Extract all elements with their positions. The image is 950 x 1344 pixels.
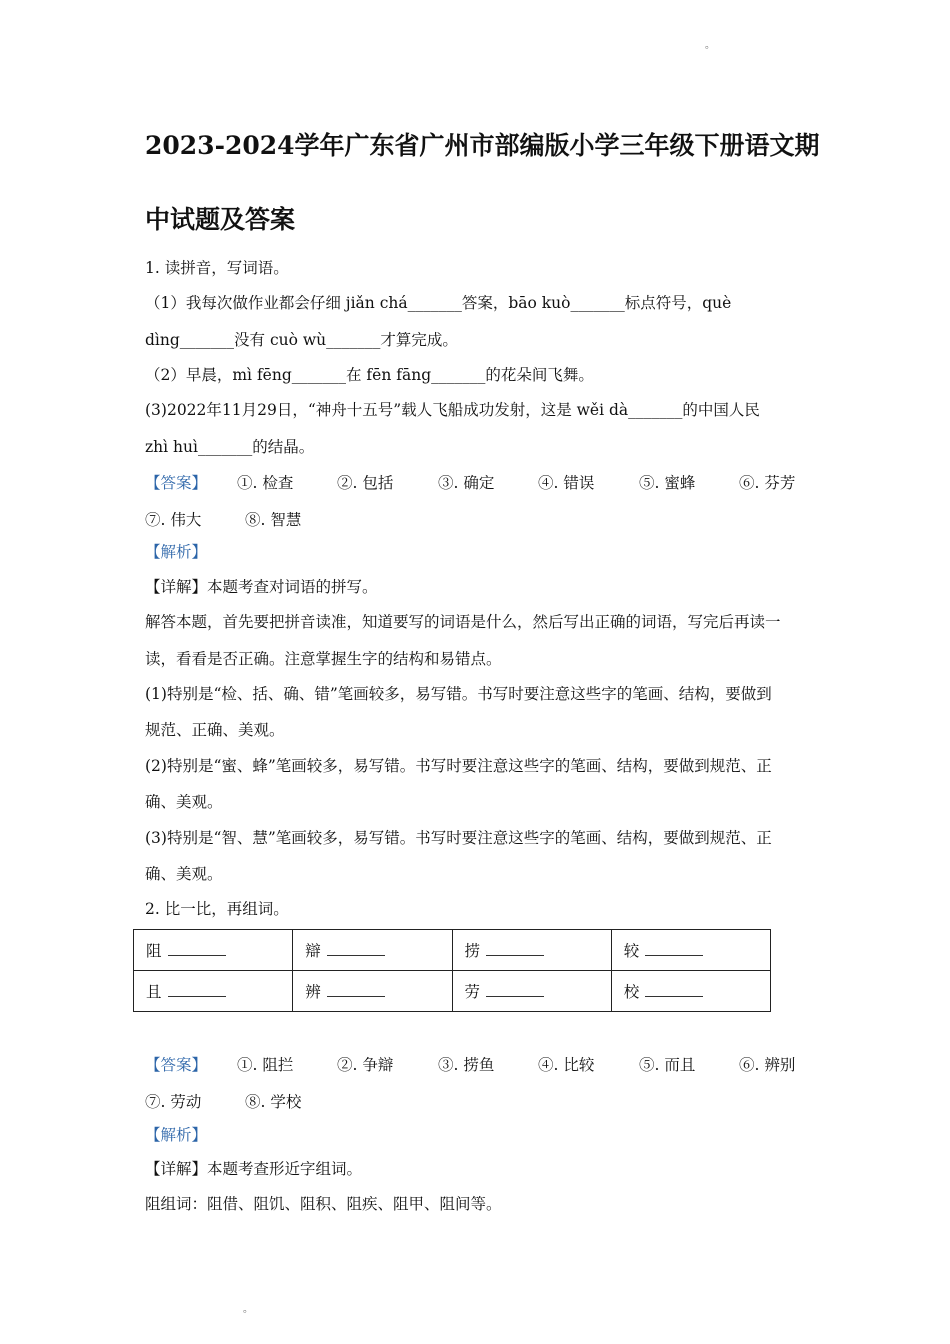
q1-para-4a: (3)特别是“智、慧”笔画较多，易写错。书写时要注意这些字的笔画、结构，要做到规范、正 [145,829,772,847]
q1-line-1: （1）我每次做作业都会仔细 jiǎn chá_______答案，bāo kuò_______标点符号，què [145,294,732,312]
answer-item: ⑤. 而且 [639,1056,696,1074]
table-cell [452,971,611,1012]
q1-line-4: (3)2022年11月29日，“神舟十五号”载人飞船成功发射，这是 wěi dà_______的中国人民 [145,401,760,419]
q1-line-5: zhì huì_______的结晶。 [145,438,315,456]
answer-blank [486,943,544,956]
table-row [134,971,771,1012]
q2-heading: 2. 比一比，再组词。 [145,900,289,918]
answer-item: ①. 检查 [237,474,294,492]
title-line-2: 中试题及答案 [145,205,296,234]
answer-label: 【答案】 [145,474,208,492]
footer-dot: 。 [243,1304,253,1315]
title-line-1: 2023-2024学年广东省广州市部编版小学三年级下册语文期 [145,131,820,160]
q2-answer-row-2 [145,1090,810,1110]
table-cell [452,930,611,971]
answer-item: ⑥. 辨别 [739,1056,796,1074]
answer-item: ②. 包括 [337,474,394,492]
table-cell [611,971,770,1012]
cell-char: 校 [623,983,640,1001]
header-dot: 。 [705,40,715,51]
answer-item: ②. 争辯 [337,1056,394,1074]
answer-item: ③. 捞鱼 [438,1056,495,1074]
cell-char: 辯 [305,942,321,960]
q1-para-2b: 规范、正确、美观。 [145,721,285,739]
cell-char: 劳 [464,983,481,1001]
cell-char: 辨 [305,983,321,1001]
q1-detail: 【详解】本题考查对词语的拼写。 [145,578,378,596]
answer-label: 【答案】 [145,1056,208,1074]
cell-char: 捞 [464,942,481,960]
q2-answer-row [145,1053,810,1073]
answer-blank [168,943,226,956]
q1-line-3: （2）早晨，mì fēng_______在 fēn fāng_______的花朵间飞舞。 [145,366,594,384]
answer-item: ⑦. 伟大 [145,511,202,529]
compare-table [133,929,771,1012]
q1-answer-row-2 [145,508,810,528]
q2-analysis-label: 【解析】 [145,1126,208,1144]
answer-blank [168,984,226,997]
answer-blank [327,943,385,956]
table-cell [293,930,452,971]
table-cell [611,930,770,971]
answer-blank [486,984,544,997]
answer-item: ③. 确定 [438,474,495,492]
q1-para-4b: 确、美观。 [145,865,223,883]
q2-detail: 【详解】本题考查形近字组词。 [145,1160,363,1178]
table-cell [134,971,293,1012]
answer-blank [645,984,703,997]
q1-answer-row [145,471,810,491]
cell-char: 较 [623,942,640,960]
cell-char: 且 [146,983,162,1001]
answer-blank [327,984,385,997]
q1-para-1b: 读，看看是否正确。注意掌握生字的结构和易错点。 [145,650,502,668]
answer-item: ④. 错误 [538,474,595,492]
q1-para-1a: 解答本题，首先要把拼音读准，知道要写的词语是什么，然后写出正确的词语，写完后再读一 [145,613,781,631]
answer-item: ⑥. 芬芳 [739,474,796,492]
answer-blank [645,943,703,956]
answer-item: ⑤. 蜜蜂 [639,474,696,492]
table-row [134,930,771,971]
answer-item: ⑧. 学校 [245,1093,302,1111]
answer-item: ④. 比较 [538,1056,595,1074]
answer-item: ⑦. 劳动 [145,1093,202,1111]
q1-heading: 1. 读拼音，写词语。 [145,259,289,277]
table-cell [293,971,452,1012]
cell-char: 阻 [146,942,162,960]
q1-para-2a: (1)特别是“检、括、确、错”笔画较多，易写错。书写时要注意这些字的笔画、结构，要做到 [145,685,772,703]
q1-para-3a: (2)特别是“蜜、蜂”笔画较多，易写错。书写时要注意这些字的笔画、结构，要做到规范、正 [145,757,772,775]
table-cell [134,930,293,971]
q1-analysis-label: 【解析】 [145,543,208,561]
answer-item: ①. 阻拦 [237,1056,294,1074]
q2-para-1: 阻组词：阻借、阻饥、阻积、阻疾、阻甲、阻间等。 [145,1195,502,1213]
answer-item: ⑧. 智慧 [245,511,302,529]
q1-line-2: dìng_______没有 cuò wù_______才算完成。 [145,331,458,349]
q1-para-3b: 确、美观。 [145,793,223,811]
